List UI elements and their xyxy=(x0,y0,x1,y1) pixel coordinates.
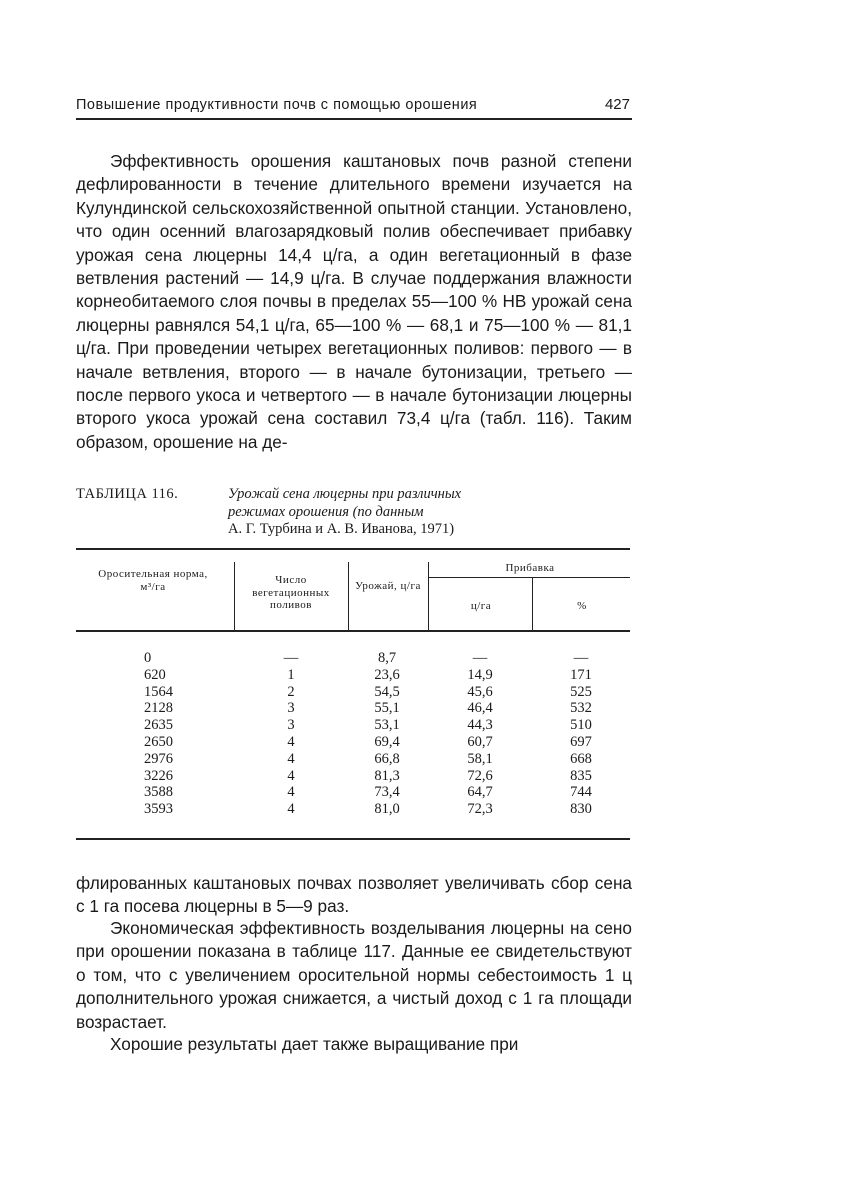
table-cell: 23,6 xyxy=(374,666,400,683)
header-rule xyxy=(76,630,630,632)
table-row xyxy=(76,751,630,768)
table-cell: 835 xyxy=(570,767,592,784)
table-label: ТАБЛИЦА 116. xyxy=(76,486,179,502)
table-row xyxy=(76,734,630,751)
table-cell: 525 xyxy=(570,683,592,700)
table-cell: 830 xyxy=(570,801,592,818)
table-cell: 66,8 xyxy=(374,750,400,767)
table-cell: 60,7 xyxy=(467,733,493,750)
running-header xyxy=(76,94,632,120)
table-cell: 69,4 xyxy=(374,733,400,750)
page-number: 427 xyxy=(604,96,630,113)
table-cell: 72,6 xyxy=(467,767,493,784)
paragraph-1: Эффективность орошения каштановых почв разной степени дефлированности в течение длительного времени изучается на Кулундинской сельскохозяйственной опытной станции. Установлено, что один осенний влагозарядковый полив обеспечивает прибавку урожая сена люцерны 14,4 ц/га, а один вегетационный в фазе ветвления растений — 14,9 ц/га. В случае поддержания влажности корнеобитаемого слоя почвы в пределах 55—100 % НВ урожай сена люцерны равнялся 54,1 ц/га, 65—100 % — 68,1 и 75—100 % — 81,1 ц/га. При проведении четырех вегетационных поливов: первого — в начале ветвления, второго — в начале бутонизации, третьего — после первого укоса и четвертого — в начале бутонизации люцерны второго укоса урожай сена составил 73,4 ц/га (табл. 116). Таким образом, орошение на де- xyxy=(76,151,632,452)
table-cell: 668 xyxy=(570,750,592,767)
table-cell: 171 xyxy=(570,666,592,683)
table-cell: 73,4 xyxy=(374,784,400,801)
table-cell: 81,3 xyxy=(374,767,400,784)
header-yield: Урожай, ц/га xyxy=(355,580,421,592)
column-divider xyxy=(234,562,235,630)
table-cell: 55,1 xyxy=(374,700,400,717)
column-divider xyxy=(428,562,429,630)
table-row xyxy=(76,700,630,717)
table-cell: 2650 xyxy=(144,733,173,750)
group-divider xyxy=(429,577,630,578)
table-cell: 72,3 xyxy=(467,801,493,818)
header-irrigation-count: Число вегетационных поливов xyxy=(252,574,330,611)
header-increase-cwt: ц/га xyxy=(470,600,492,612)
table-row xyxy=(76,717,630,734)
table-cell: 3 xyxy=(287,717,295,734)
table-cell: 510 xyxy=(570,717,592,734)
table-row xyxy=(76,801,630,818)
table-cell: 4 xyxy=(287,784,295,801)
table-cell: 0 xyxy=(144,650,152,666)
table-cell: 58,1 xyxy=(467,750,493,767)
table-cell: 44,3 xyxy=(467,717,493,734)
table-cell: 4 xyxy=(287,801,295,818)
table-cell: 1564 xyxy=(144,683,173,700)
table-cell: — xyxy=(472,650,488,666)
table-cell: — xyxy=(573,650,589,666)
table-caption-text xyxy=(228,486,628,539)
table-cell: 4 xyxy=(287,733,295,750)
table-cell: 620 xyxy=(144,666,166,683)
table-cell: 2635 xyxy=(144,717,173,734)
table-cell: 4 xyxy=(287,767,295,784)
table-cell: 2128 xyxy=(144,700,173,717)
table-row xyxy=(76,784,630,801)
header-irrigation-norm: Оросительная норма, м³/га xyxy=(98,568,208,593)
paragraph-3: Экономическая эффективность возделывания люцерны на сено при орошении показана в таблице 117. Данные ее свидетельствуют о том, что с увеличением оросительной нормы себестоимость 1 ц дополнительного урожая снижается, а чистый доход с 1 га площади возрастает. xyxy=(76,918,632,1032)
caption-line: Урожай сена люцерны при различных xyxy=(228,486,462,502)
table-cell: 45,6 xyxy=(467,683,493,700)
table-cell: 8,7 xyxy=(377,650,397,666)
table-row xyxy=(76,667,630,684)
table-cell: 532 xyxy=(570,700,592,717)
table-cell: 64,7 xyxy=(467,784,493,801)
table-row xyxy=(76,684,630,701)
table-row xyxy=(76,768,630,785)
table-cell: 81,0 xyxy=(374,801,400,818)
table-cell: 3 xyxy=(287,700,295,717)
caption-line: А. Г. Турбина и А. В. Иванова, 1971) xyxy=(228,521,455,537)
table-cell: 697 xyxy=(570,733,592,750)
table-cell: 744 xyxy=(570,784,592,801)
table-cell: 2976 xyxy=(144,750,173,767)
table-row xyxy=(76,650,630,667)
column-divider xyxy=(348,562,349,630)
table-body xyxy=(76,650,630,818)
table-cell: 3593 xyxy=(144,801,173,818)
table-cell: 2 xyxy=(287,683,295,700)
table-cell: 53,1 xyxy=(374,717,400,734)
paragraph-4: Хорошие результаты дает также выращивание при xyxy=(110,1034,519,1054)
caption-line: режимах орошения (по данным xyxy=(228,503,424,520)
table-cell: 54,5 xyxy=(374,683,400,700)
data-table xyxy=(76,548,630,840)
table-cell: 14,9 xyxy=(467,666,493,683)
running-header-title: Повышение продуктивности почв с помощью орошения xyxy=(76,97,478,113)
table-cell: 1 xyxy=(287,666,295,683)
table-cell: 3588 xyxy=(144,784,173,801)
header-increase-percent: % xyxy=(577,600,587,612)
header-increase-group: Прибавка xyxy=(505,562,555,574)
table-cell: — xyxy=(283,650,299,666)
table-cell: 46,4 xyxy=(467,700,493,717)
table-cell: 4 xyxy=(287,750,295,767)
table-cell: 3226 xyxy=(144,767,173,784)
column-divider xyxy=(532,578,533,630)
paragraph-2: флированных каштановых почвах позволяет увеличивать сбор сена с 1 га посева люцерны в 5—9 раз. xyxy=(76,873,632,917)
